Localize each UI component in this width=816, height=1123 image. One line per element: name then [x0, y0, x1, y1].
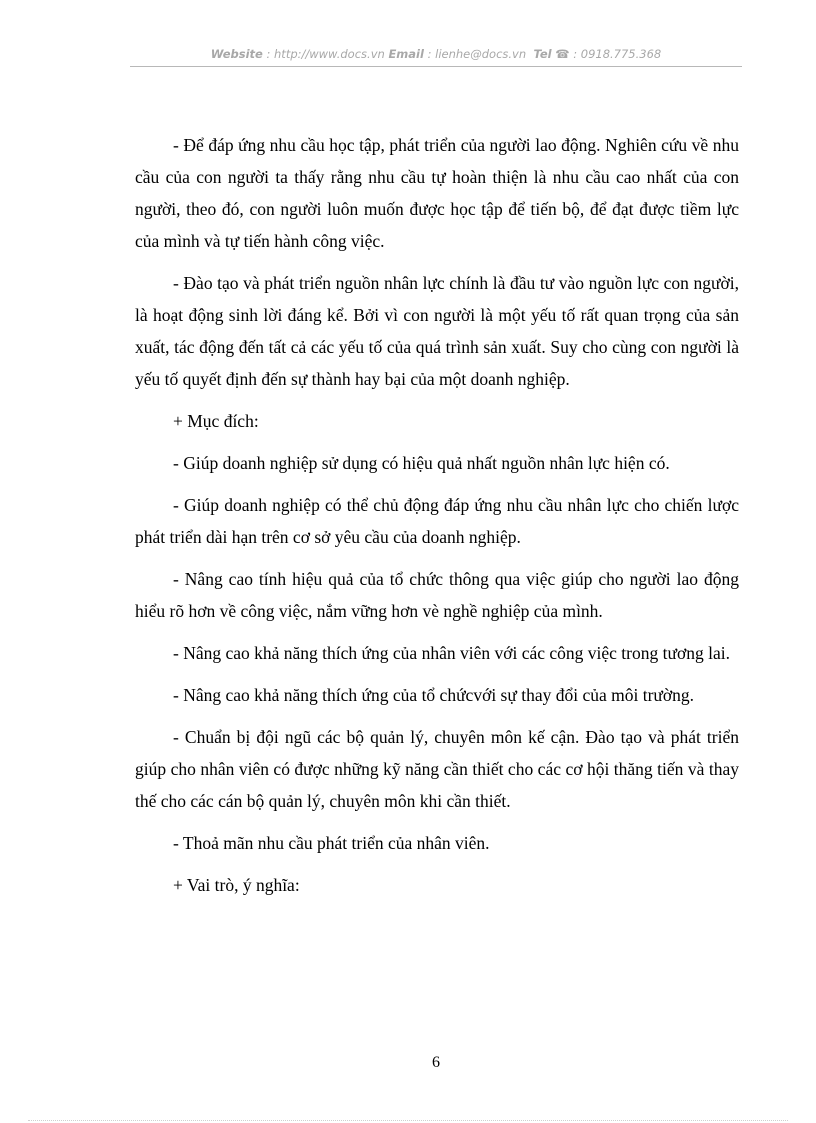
email-separator: :	[423, 47, 436, 61]
section-heading-role: + Vai trò, ý nghĩa:	[173, 875, 300, 895]
footer-divider	[28, 1120, 788, 1121]
paragraph: - Nâng cao khả năng thích ứng của nhân viên với các công việc trong tương lai.	[173, 643, 730, 663]
website-url[interactable]: http://www.docs.vn	[274, 47, 385, 61]
page-number: 6	[432, 1054, 440, 1071]
paragraph: - Nâng cao tính hiệu quả của tổ chức thông qua việc giúp cho người lao động hiểu rõ hơn về công việc, nắm vững hơn vè nghề nghiệp của mình.	[135, 569, 739, 621]
paragraph: - Chuẩn bị đội ngũ các bộ quản lý, chuyên môn kế cận. Đào tạo và phát triển giúp cho nhân viên có được những kỹ năng cần thiết cho các cơ hội thăng tiến và thay thế cho các cán bộ quản lý, chuyên môn khi cần thiết.	[135, 727, 739, 811]
website-separator: :	[262, 47, 275, 61]
email-label: Email	[388, 47, 424, 61]
paragraph: - Nâng cao khả năng thích ứng của tổ chứcvới sự thay đổi của môi trường.	[173, 685, 695, 705]
paragraph: - Thoả mãn nhu cầu phát triển của nhân viên.	[173, 833, 490, 853]
tel-number: 0918.775.368	[580, 47, 662, 61]
paragraph: - Để đáp ứng nhu cầu học tập, phát triển của người lao động. Nghiên cứu về nhu cầu của con người ta thấy rằng nhu cầu tự hoàn thiện là nhu cầu cao nhất của con người, theo đó, con người luôn muốn được học tập để tiến bộ, để đạt được tiềm lực của mình và tự tiến hành công việc.	[135, 135, 739, 251]
page-header	[130, 47, 742, 61]
tel-separator: :	[569, 47, 581, 61]
section-heading-purpose: + Mục đích:	[173, 411, 259, 431]
paragraph: - Giúp doanh nghiệp sử dụng có hiệu quả nhất nguồn nhân lực hiện có.	[173, 453, 670, 473]
paragraph: - Giúp doanh nghiệp có thể chủ động đáp ứng nhu cầu nhân lực cho chiến lược phát triển dài hạn trên cơ sở yêu cầu của doanh nghiệp.	[135, 495, 739, 547]
paragraph: - Đào tạo và phát triển nguồn nhân lực chính là đầu tư vào nguồn lực con người, là hoạt động sinh lời đáng kể. Bởi vì con người là một yếu tố rất quan trọng của sản xuất, tác động đến tất cả các yếu tố của quá trình sản xuất. Suy cho cùng con người là yếu tố quyết định đến sự thành hay bại của một doanh nghiệp.	[135, 273, 739, 389]
email-address[interactable]: lienhe@docs.vn	[435, 47, 527, 61]
website-label: Website	[210, 47, 263, 61]
phone-icon: ☎	[555, 47, 570, 61]
body-text	[135, 129, 739, 911]
tel-label: Tel	[533, 47, 552, 61]
header-divider	[130, 66, 742, 67]
